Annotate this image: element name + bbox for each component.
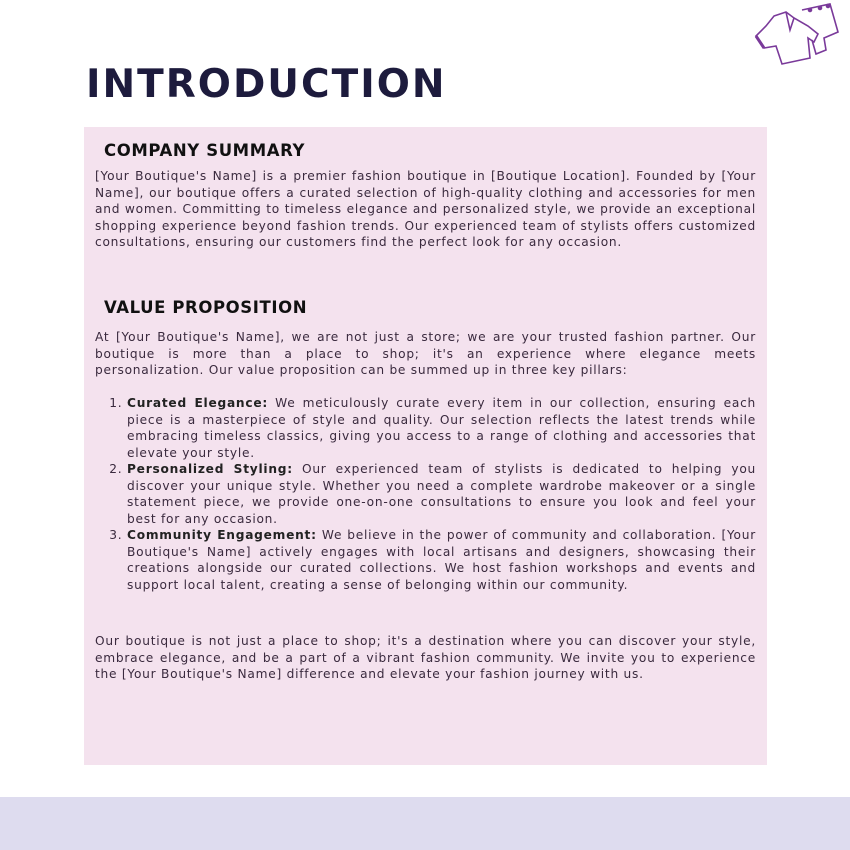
- company-summary-text: [Your Boutique's Name] is a premier fashion boutique in [Boutique Location]. Founded by [Your Name], our boutique offers a curated selection of high-quality clothing and accessories for men and women. Committing to timeless elegance and personalized style, we provide an exceptional shopping experience beyond fashion trends. Our experienced team of stylists offers customized consultations, ensuring our customers find the perfect look for any occasion.: [95, 169, 756, 249]
- list-item: [127, 527, 756, 593]
- footer-band: [0, 797, 850, 850]
- content-panel: [84, 127, 767, 765]
- pillar-title: Community Engagement:: [127, 528, 317, 542]
- value-proposition-intro: At [Your Boutique's Name], we are not just a store; we are your trusted fashion partner. Our boutique is more than a place to shop; it's an experience where elegance meets personalization. Our value proposition can be summed up in three key pillars:: [95, 330, 756, 377]
- pillar-title: Personalized Styling:: [127, 462, 293, 476]
- company-summary-heading: COMPANY SUMMARY: [104, 141, 306, 160]
- pillars-list: [95, 395, 756, 593]
- clothing-logo-icon: [752, 2, 840, 66]
- list-item: [127, 461, 756, 527]
- pillar-text: We meticulously curate every item in our collection, ensuring each piece is a masterpiece of style and quality. Our selection reflects the latest trends while embracing timeless classics, giving you access to a range of clothing and accessories that elevate your style.: [127, 396, 756, 460]
- value-proposition-heading: VALUE PROPOSITION: [104, 298, 308, 317]
- closing-text: Our boutique is not just a place to shop; it's a destination where you can discover your style, embrace elegance, and be a part of a vibrant fashion community. We invite you to experience the [Your Boutique's Name] difference and elevate your fashion journey with us.: [95, 634, 756, 681]
- page-title: INTRODUCTION: [86, 62, 447, 107]
- pillar-text: We believe in the power of community and collaboration. [Your Boutique's Name] actively engages with local artisans and designers, showcasing their creations alongside our curated collections. We host fashion workshops and events and support local talent, creating a sense of belonging within our community.: [127, 528, 756, 592]
- pillar-text: Our experienced team of stylists is dedicated to helping you discover your unique style. Whether you need a complete wardrobe makeover or a single statement piece, we provide one-on-one consultations to ensure you look and feel your best for any occasion.: [127, 462, 756, 526]
- list-item: [127, 395, 756, 461]
- pillar-title: Curated Elegance:: [127, 396, 268, 410]
